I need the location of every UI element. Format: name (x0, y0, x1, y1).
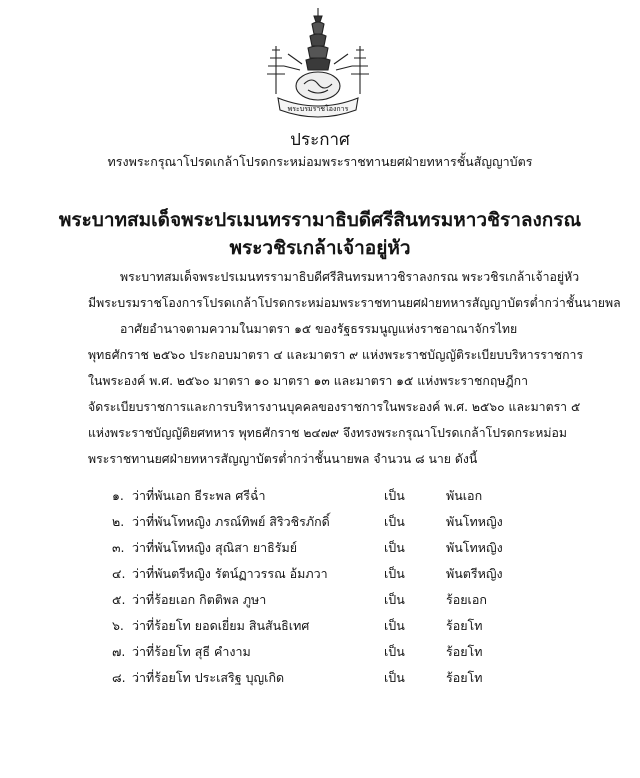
item-name: ว่าที่ร้อยเอก กิตติพล ภูษา (132, 592, 267, 607)
body-line: ในพระองค์ พ.ศ. ๒๕๖๐ มาตรา ๑๐ มาตรา ๑๓ และมาตรา ๑๕ แห่งพระราชกฤษฎีกา (88, 374, 529, 388)
item-number: ๘. (112, 670, 126, 685)
item-verb: เป็น (384, 488, 405, 503)
body-line: จัดระเบียบราชการและการบริหารงานบุคคลของราชการในพระองค์ พ.ศ. ๒๕๖๐ และมาตรา ๕ (88, 400, 581, 414)
item-verb: เป็น (384, 644, 405, 659)
item-name: ว่าที่พันโทหญิง ภรณ์ทิพย์ สิริวชิรภักดิ์ (132, 514, 330, 529)
item-rank: พันตรีหญิง (446, 566, 503, 581)
item-rank: พันเอก (446, 488, 483, 503)
item-verb: เป็น (384, 670, 405, 685)
list-item (112, 512, 532, 534)
item-name: ว่าที่พันโทหญิง สุณิสา ยาธิรัมย์ (132, 540, 298, 555)
list-item (112, 538, 532, 560)
body-line: มีพระบรมราชโองการโปรดเกล้าโปรดกระหม่อมพระราชทานยศฝ่ายทหารสัญญาบัตรต่ำกว่าชั้นนายพล (88, 296, 621, 310)
body-line: พระราชทานยศฝ่ายทหารสัญญาบัตรต่ำกว่าชั้นนายพล จำนวน ๘ นาย ดังนี้ (88, 452, 478, 466)
item-rank: พันโทหญิง (446, 540, 503, 555)
item-name: ว่าที่พันตรีหญิง รัตน์ฏาวรรณ อ้มภวา (132, 566, 328, 581)
body-line: แห่งพระราชบัญญัติยศทหาร พุทธศักราช ๒๔๗๙ จึงทรงพระกรุณาโปรดเกล้าโปรดกระหม่อม (88, 426, 567, 440)
item-rank: ร้อยโท (446, 670, 483, 685)
item-verb: เป็น (384, 540, 405, 555)
list-item (112, 486, 532, 508)
item-number: ๔. (112, 566, 126, 581)
item-number: ๗. (112, 644, 126, 659)
royal-cypher-emblem-icon (262, 6, 374, 122)
item-name: ว่าที่ร้อยโท สุธี คำงาม (132, 644, 251, 659)
item-name: ว่าที่ร้อยโท ประเสริฐ บุญเกิด (132, 670, 285, 685)
item-verb: เป็น (384, 618, 405, 633)
king-name-line-2: พระวชิรเกล้าเจ้าอยู่หัว (229, 237, 411, 259)
list-item (112, 564, 532, 586)
item-number: ๕. (112, 592, 126, 607)
item-name: ว่าที่ร้อยโท ยอดเยี่ยม สินสันธิเทศ (132, 618, 310, 633)
emblem-caption: พระบรมราชโองการ (287, 105, 349, 113)
item-name: ว่าที่พันเอก ธีระพล ศรีฉ่ำ (132, 488, 266, 503)
body-line: พุทธศักราช ๒๕๖๐ ประกอบมาตรา ๔ และมาตรา ๙ แห่งพระราชบัญญัติระเบียบบริหารราชการ (88, 348, 584, 362)
item-rank: พันโทหญิง (446, 514, 503, 529)
document-subtitle: ทรงพระกรุณาโปรดเกล้าโปรดกระหม่อมพระราชทานยศฝ่ายทหารชั้นสัญญาบัตร (107, 154, 533, 169)
item-number: ๓. (112, 540, 125, 555)
item-rank: ร้อยโท (446, 618, 483, 633)
body-line: อาศัยอำนาจตามความในมาตรา ๑๕ ของรัฐธรรมนูญแห่งราชอาณาจักรไทย (120, 322, 518, 336)
document-title: ประกาศ (290, 130, 350, 150)
list-item (112, 668, 532, 690)
item-verb: เป็น (384, 566, 405, 581)
body-line: พระบาทสมเด็จพระปรเมนทรรามาธิบดีศรีสินทรมหาวชิราลงกรณ พระวชิรเกล้าเจ้าอยู่หัว (120, 270, 580, 284)
item-rank: ร้อยเอก (446, 592, 487, 607)
item-verb: เป็น (384, 514, 405, 529)
item-number: ๖. (112, 618, 124, 633)
item-rank: ร้อยโท (446, 644, 483, 659)
item-number: ๒. (112, 514, 125, 529)
king-name-line-1: พระบาทสมเด็จพระปรเมนทรรามาธิบดีศรีสินทรมหาวชิราลงกรณ (58, 209, 582, 231)
item-verb: เป็น (384, 592, 405, 607)
list-item (112, 616, 532, 638)
list-item (112, 590, 532, 612)
item-number: ๑. (112, 488, 124, 503)
list-item (112, 642, 532, 664)
